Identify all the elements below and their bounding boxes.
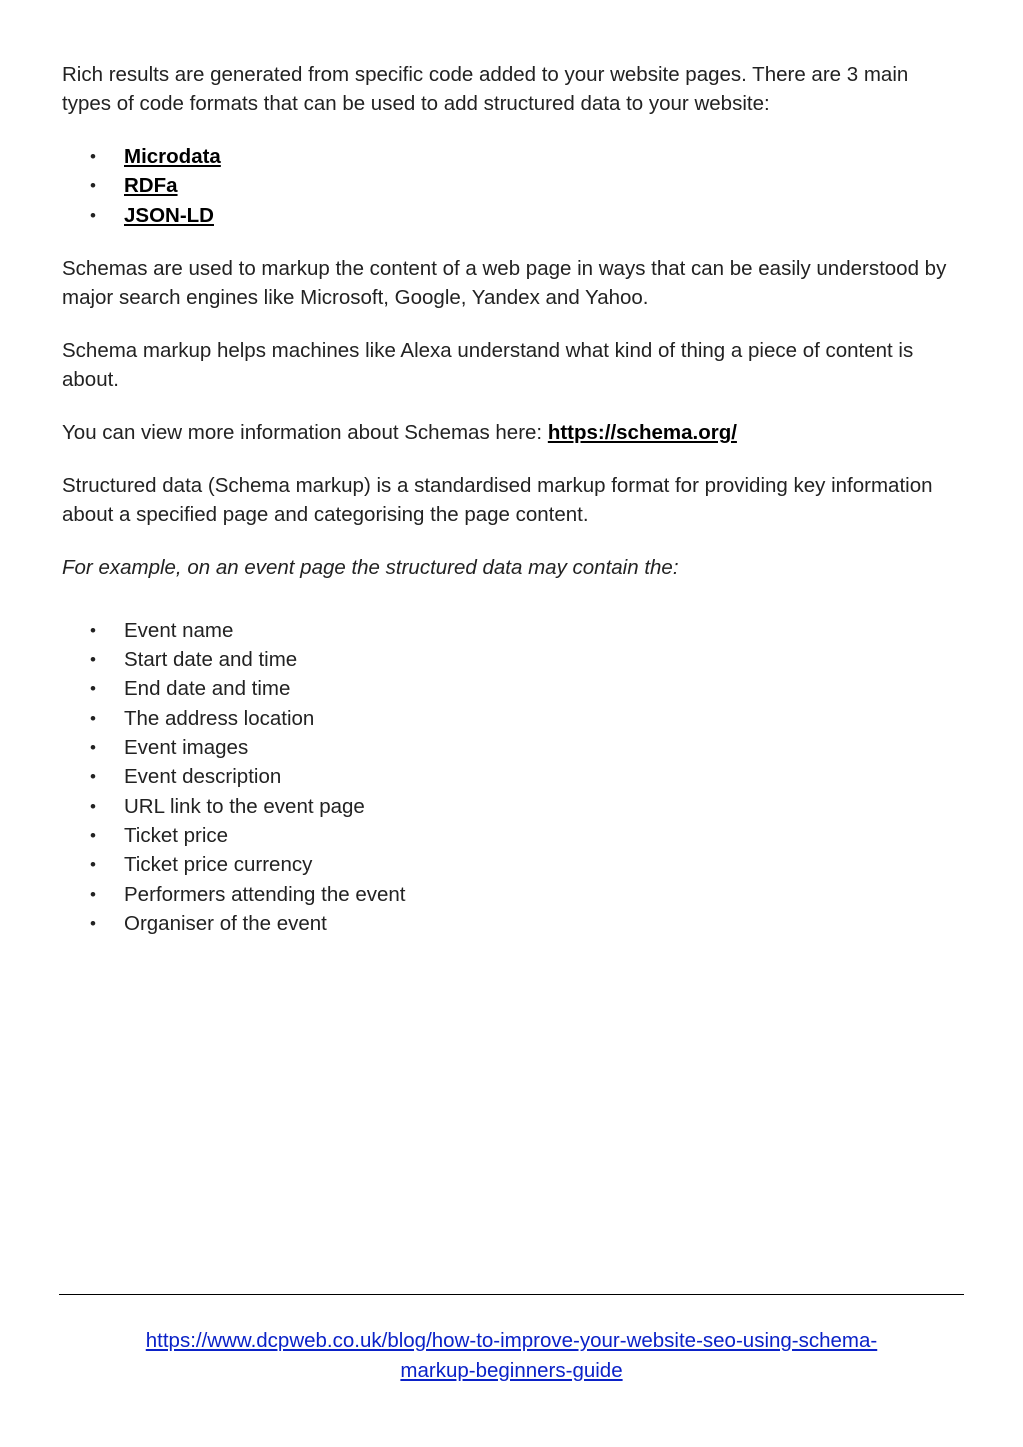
- more-info-text: You can view more information about Schemas here:: [62, 420, 548, 444]
- list-item: • Event images: [62, 733, 962, 762]
- list-item: • Event description: [62, 762, 962, 791]
- list-item: • The address location: [62, 704, 962, 733]
- list-item: • URL link to the event page: [62, 792, 962, 821]
- list-item: • Organiser of the event: [62, 909, 962, 938]
- example-paragraph: For example, on an event page the structured data may contain the:: [62, 555, 679, 579]
- schema-org-link[interactable]: https://schema.org/: [547, 420, 737, 444]
- list-item: [62, 201, 962, 230]
- list-item: • Ticket price currency: [62, 850, 962, 879]
- list-item: • Event name: [62, 616, 962, 645]
- structured-data-paragraph: Structured data (Schema markup) is a standardised markup format for providing key information about a specified page and categorising the page content.: [62, 473, 933, 526]
- list-item: • Ticket price: [62, 821, 962, 850]
- schemas-paragraph: Schemas are used to markup the content of a web page in ways that can be easily understood by major search engines like Microsoft, Google, Yandex and Yahoo.: [62, 256, 947, 309]
- more-info-paragraph: [62, 418, 962, 447]
- json-ld-link[interactable]: JSON-LD: [124, 203, 214, 227]
- list-item: [62, 142, 962, 171]
- list-item: [62, 171, 962, 200]
- source-url-link[interactable]: [60, 1326, 963, 1386]
- event-items-list: [62, 616, 962, 938]
- footer-divider: [59, 1294, 964, 1295]
- intro-paragraph: Rich results are generated from specific code added to your website pages. There are 3 main types of code formats that can be used to add structured data to your website:: [62, 63, 909, 115]
- article-body: [62, 60, 962, 962]
- source-url-line-2: markup-beginners-guide: [400, 1359, 623, 1382]
- machines-paragraph: Schema markup helps machines like Alexa understand what kind of thing a piece of content is about.: [62, 338, 914, 391]
- source-url-line-1: https://www.dcpweb.co.uk/blog/how-to-improve-your-website-seo-using-schema-: [145, 1329, 878, 1352]
- code-formats-list: [62, 142, 962, 230]
- rdfa-link[interactable]: RDFa: [124, 174, 178, 198]
- list-item: • End date and time: [62, 674, 962, 703]
- list-item: • Start date and time: [62, 645, 962, 674]
- list-item: • Performers attending the event: [62, 880, 962, 909]
- microdata-link[interactable]: Microdata: [124, 145, 221, 168]
